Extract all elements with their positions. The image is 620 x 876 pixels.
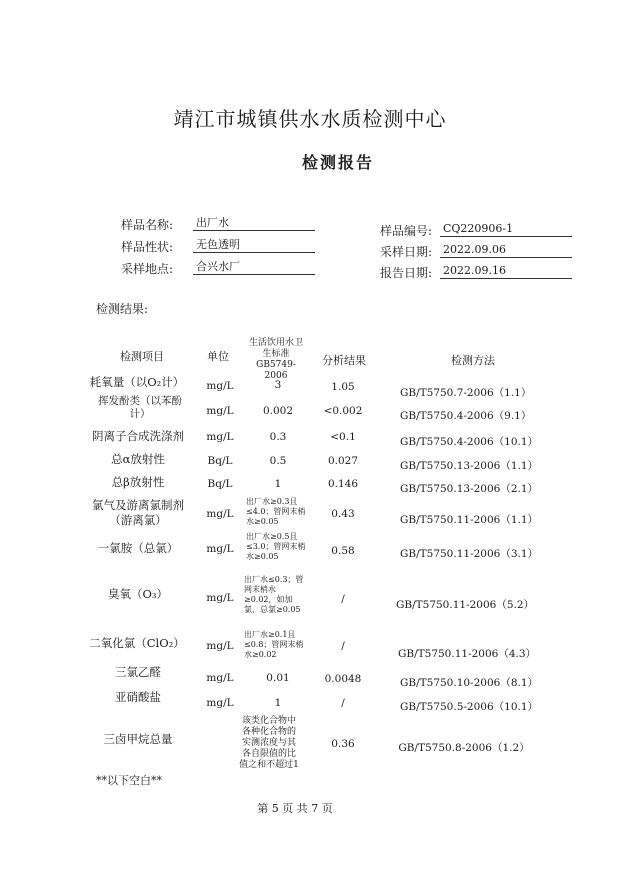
row-method: GB/T5750.4-2006（10.1） — [400, 436, 539, 448]
row-result: 0.027 — [327, 455, 359, 467]
row-method: GB/T5750.10-2006（8.1） — [400, 677, 539, 689]
row-item: 二氧化氯（ClO₂） — [89, 636, 185, 650]
report-date-value: 2022.09.16 — [440, 264, 572, 279]
row-result: 1.05 — [331, 381, 355, 393]
row-standard: 出厂水≥0.1且≤0.8；管网末梢水≥0.02 — [244, 630, 304, 659]
header-unit: 单位 — [207, 350, 229, 363]
page-number: 第 5 页 共 7 页 — [257, 802, 333, 815]
sample-name-value: 出厂水 — [193, 216, 315, 231]
header-result: 分析结果 — [322, 354, 366, 367]
org-name: 靖江市城镇供水水质检测中心 — [173, 107, 447, 131]
row-method: GB/T5750.8-2006（1.2） — [398, 742, 530, 754]
row-result: 0.146 — [327, 478, 359, 490]
header-method: 检测方法 — [451, 354, 495, 367]
row-item: 一氯胺（总氯） — [97, 541, 179, 555]
row-unit: mg/L — [206, 543, 234, 555]
row-item: 氯气及游离氯制剂（游离氯） — [92, 498, 184, 527]
end-note: **以下空白** — [96, 774, 162, 787]
row-standard: 0.002 — [262, 405, 294, 417]
row-method: GB/T5750.13-2006（2.1） — [400, 483, 539, 495]
sample-no-label: 样品编号: — [380, 224, 433, 238]
row-unit: mg/L — [206, 405, 234, 417]
row-item: 总β放射性 — [111, 475, 165, 489]
row-method: GB/T5750.11-2006（1.1） — [400, 514, 539, 526]
row-result: / — [341, 697, 345, 709]
row-standard: 出厂水≥0.5且≤3.0；管网末梢水≥0.05 — [246, 532, 306, 561]
row-unit: mg/L — [206, 592, 234, 604]
row-item: 挥发酚类（以苯酚计） — [98, 395, 182, 420]
row-result: 0.58 — [331, 545, 355, 557]
row-method: GB/T5750.11-2006（3.1） — [400, 548, 539, 560]
row-standard: 出厂水≥0.3且≤4.0；管网末梢水≥0.05 — [246, 497, 306, 526]
results-label: 检测结果: — [96, 302, 149, 316]
row-item: 阴离子合成洗涤剂 — [92, 429, 184, 443]
row-method: GB/T5750.7-2006（1.1） — [400, 387, 532, 399]
sample-date-label: 采样日期: — [380, 245, 433, 259]
row-method: GB/T5750.11-2006（5.2） — [396, 599, 535, 611]
row-result: 0.36 — [331, 738, 355, 750]
report-title: 检测报告 — [301, 153, 374, 172]
row-result: <0.1 — [330, 431, 356, 443]
sample-state-label: 样品性状: — [121, 240, 174, 254]
row-item: 亚硝酸盐 — [115, 690, 161, 704]
row-unit: mg/L — [206, 431, 234, 443]
row-item: 耗氧量（以O₂计） — [89, 375, 185, 389]
row-result: <0.002 — [323, 405, 363, 417]
row-unit: mg/L — [206, 697, 234, 709]
sample-place-value: 合兴水厂 — [193, 260, 315, 275]
sample-state-value: 无色透明 — [193, 238, 315, 253]
sample-name-label: 样品名称: — [121, 218, 174, 232]
sample-date-value: 2022.09.06 — [440, 243, 572, 258]
sample-no-value: CQ220906-1 — [440, 222, 572, 237]
row-standard: 1 — [274, 697, 282, 709]
row-item: 三氯乙醛 — [115, 665, 161, 679]
row-item: 三卤甲烷总量 — [103, 732, 173, 746]
row-standard: 0.5 — [269, 455, 287, 467]
row-method: GB/T5750.5-2006（10.1） — [400, 701, 539, 713]
row-result: 0.0048 — [324, 673, 362, 685]
row-unit: Bq/L — [207, 455, 233, 467]
row-result: 0.43 — [331, 508, 355, 520]
row-standard: 0.01 — [266, 672, 290, 684]
row-unit: mg/L — [206, 640, 234, 652]
row-standard: 出厂水≤0.3；管网末梢水≥0.02，如加氯，总氯≥0.05 — [244, 575, 304, 614]
row-standard: 该类化合物中各种化合物的实测浓度与其各自限值的比值之和不超过1 — [239, 716, 299, 770]
row-unit: Bq/L — [207, 478, 233, 490]
row-method: GB/T5750.13-2006（1.1） — [400, 460, 539, 472]
row-method: GB/T5750.11-2006（4.3） — [398, 648, 537, 660]
header-standard: 生活饮用水卫生标准GB5749-2006 — [248, 338, 303, 381]
row-unit: mg/L — [206, 380, 234, 392]
row-standard: 0.3 — [269, 431, 287, 443]
row-method: GB/T5750.4-2006（9.1） — [400, 410, 532, 422]
row-result: / — [341, 640, 345, 652]
sample-place-label: 采样地点: — [121, 262, 174, 276]
row-item: 臭氧（O₃） — [107, 587, 169, 601]
row-result: / — [341, 593, 345, 605]
report-date-label: 报告日期: — [380, 266, 433, 280]
row-unit: mg/L — [206, 672, 234, 684]
row-item: 总α放射性 — [111, 452, 165, 466]
row-unit: mg/L — [206, 508, 234, 520]
row-standard: 1 — [274, 478, 282, 490]
header-item: 检测项目 — [120, 350, 164, 363]
row-standard: 3 — [274, 379, 282, 391]
